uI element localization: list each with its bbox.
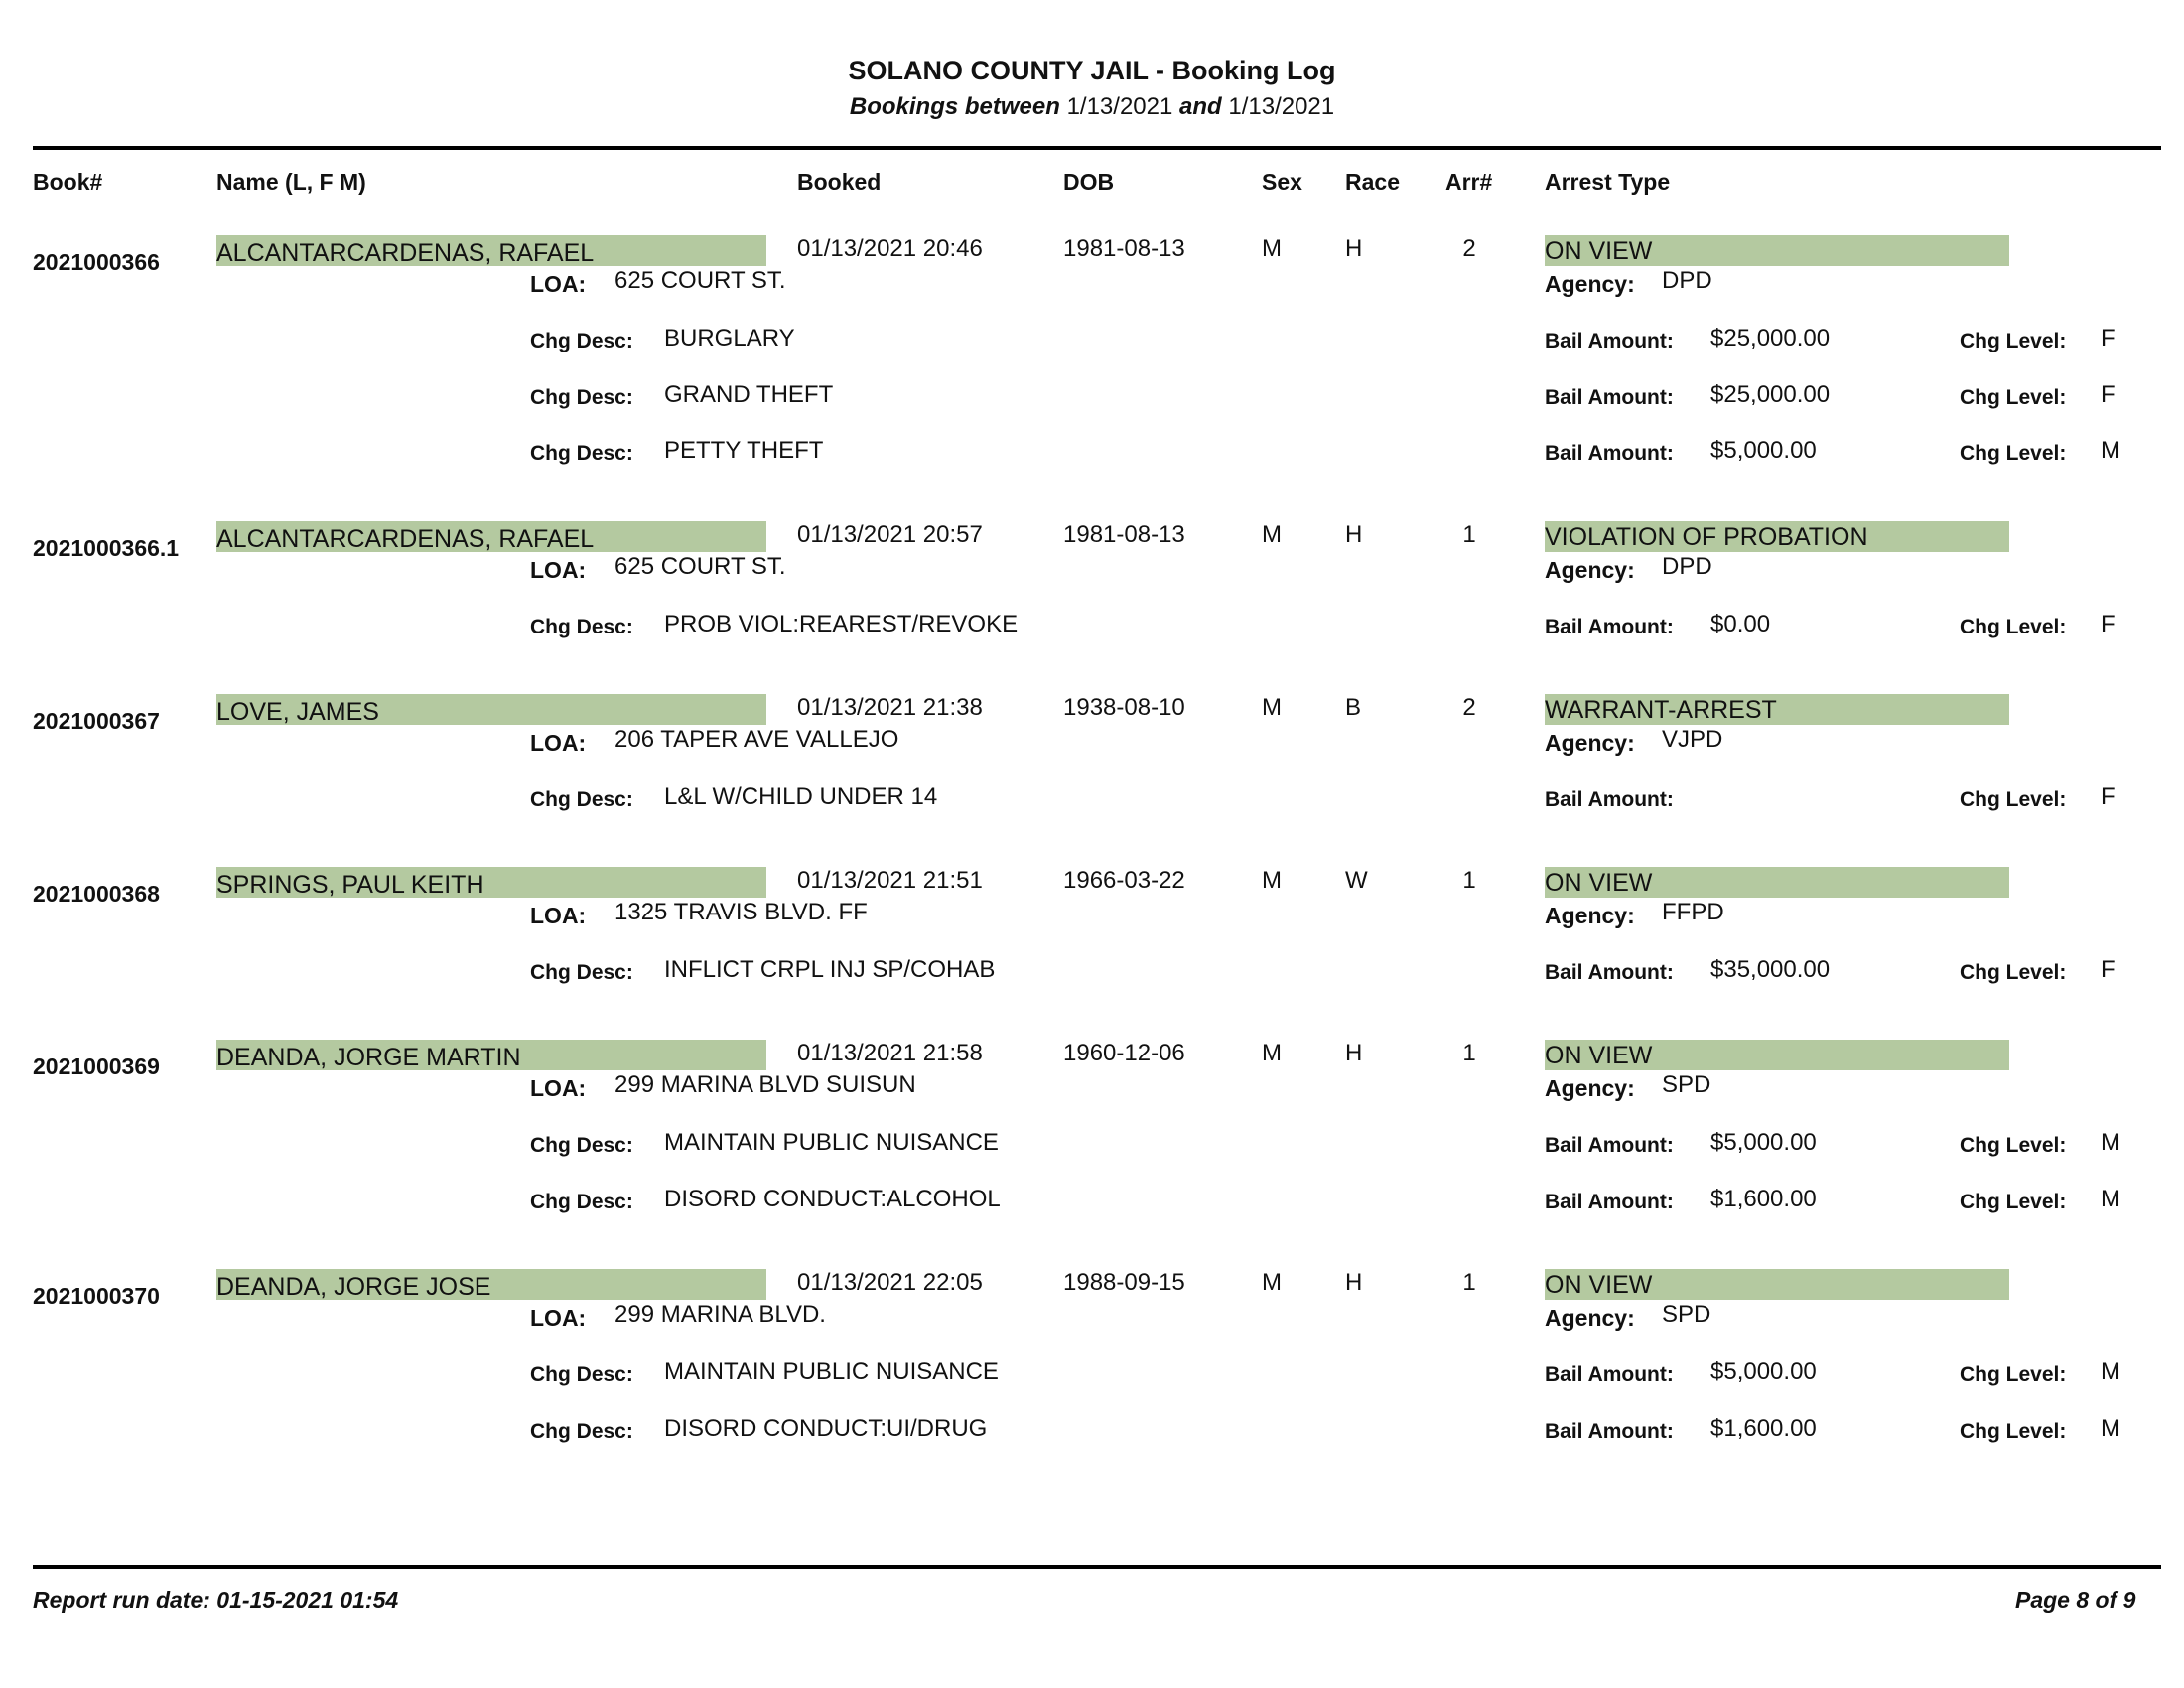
header-divider	[33, 146, 2161, 150]
booked-datetime: 01/13/2021 22:05	[797, 1269, 983, 1296]
charge-level: M	[2101, 437, 2120, 464]
inmate-name: ALCANTARCARDENAS, RAFAEL	[216, 521, 766, 552]
arrest-type: ON VIEW	[1545, 1040, 2009, 1070]
arrest-count: 1	[1462, 521, 1476, 548]
inmate-name: LOVE, JAMES	[216, 694, 766, 725]
booked-datetime: 01/13/2021 21:58	[797, 1040, 983, 1066]
bail-amount-label: Bail Amount:	[1545, 961, 1674, 984]
charge-desc: L&L W/CHILD UNDER 14	[664, 783, 938, 810]
subtitle-and: and	[1179, 93, 1222, 120]
loa-label: LOA:	[530, 271, 587, 297]
col-header-booked: Booked	[797, 169, 882, 195]
loa-label: LOA:	[530, 557, 587, 583]
agency-value: VJPD	[1662, 726, 1723, 753]
inmate-name: DEANDA, JORGE MARTIN	[216, 1040, 766, 1070]
charge-level-label: Chg Level:	[1960, 1363, 2067, 1386]
col-header-arrest-type: Arrest Type	[1545, 169, 1671, 195]
arrest-type: ON VIEW	[1545, 1269, 2009, 1300]
agency-label: Agency:	[1545, 1075, 1635, 1101]
bail-amount: $25,000.00	[1710, 325, 1831, 352]
charge-row	[0, 1186, 2184, 1225]
charge-desc-label: Chg Desc:	[530, 616, 633, 638]
col-header-dob: DOB	[1063, 169, 1115, 195]
charge-level-label: Chg Level:	[1960, 961, 2067, 984]
bail-amount-label: Bail Amount:	[1545, 788, 1674, 811]
charge-row	[0, 1358, 2184, 1398]
loa-label: LOA:	[530, 903, 587, 928]
loa-value: 625 COURT ST.	[614, 553, 786, 580]
charge-row	[0, 1415, 2184, 1455]
charge-level: M	[2101, 1414, 2120, 1442]
arrest-type: VIOLATION OF PROBATION	[1545, 521, 2009, 552]
bail-amount-label: Bail Amount:	[1545, 1363, 1674, 1386]
bail-amount: $0.00	[1710, 611, 1771, 637]
race-value: B	[1345, 694, 1362, 721]
bail-amount-label: Bail Amount:	[1545, 330, 1674, 352]
arrest-count: 2	[1462, 235, 1476, 262]
bail-amount-label: Bail Amount:	[1545, 1190, 1674, 1213]
bail-amount-label: Bail Amount:	[1545, 1419, 1674, 1443]
arrest-count: 1	[1462, 867, 1476, 894]
arrest-type: WARRANT-ARREST	[1545, 694, 2009, 725]
charge-row	[0, 437, 2184, 477]
bail-amount-label: Bail Amount:	[1545, 1134, 1674, 1157]
charge-desc: GRAND THEFT	[664, 380, 834, 408]
booking-record	[0, 235, 2184, 474]
charge-desc-label: Chg Desc:	[530, 1363, 633, 1386]
charge-desc-label: Chg Desc:	[530, 330, 633, 352]
col-header-race: Race	[1345, 169, 1400, 195]
booked-datetime: 01/13/2021 20:57	[797, 521, 983, 548]
charge-level: F	[2101, 325, 2116, 352]
report-subtitle	[0, 93, 2184, 121]
charge-level: M	[2101, 1129, 2120, 1156]
race-value: H	[1345, 521, 1363, 548]
charge-level: F	[2101, 611, 2116, 637]
bail-amount: $35,000.00	[1710, 956, 1831, 983]
agency-value: DPD	[1662, 267, 1712, 294]
charge-desc-label: Chg Desc:	[530, 1190, 633, 1213]
charge-desc-label: Chg Desc:	[530, 788, 633, 811]
book-number: 2021000369	[33, 1054, 160, 1079]
charge-desc-label: Chg Desc:	[530, 442, 633, 465]
bail-amount: $1,600.00	[1710, 1185, 1817, 1212]
loa-value: 625 COURT ST.	[614, 267, 786, 294]
date-of-birth: 1966-03-22	[1063, 867, 1185, 894]
charge-desc: DISORD CONDUCT:ALCOHOL	[664, 1185, 1001, 1212]
charge-row	[0, 1129, 2184, 1169]
inmate-name: ALCANTARCARDENAS, RAFAEL	[216, 235, 766, 266]
date-of-birth: 1960-12-06	[1063, 1040, 1185, 1066]
book-number: 2021000366	[33, 249, 160, 275]
arrest-type: ON VIEW	[1545, 235, 2009, 266]
bail-amount: $5,000.00	[1710, 1358, 1817, 1385]
sex-value: M	[1262, 1269, 1282, 1296]
sex-value: M	[1262, 1040, 1282, 1066]
book-number: 2021000368	[33, 881, 160, 907]
loa-value: 299 MARINA BLVD SUISUN	[614, 1071, 916, 1098]
date-of-birth: 1981-08-13	[1063, 521, 1185, 548]
race-value: H	[1345, 1040, 1363, 1066]
charge-level-label: Chg Level:	[1960, 330, 2067, 352]
agency-label: Agency:	[1545, 557, 1635, 583]
booked-datetime: 01/13/2021 21:51	[797, 867, 983, 894]
bail-amount: $25,000.00	[1710, 380, 1831, 408]
agency-label: Agency:	[1545, 903, 1635, 928]
sex-value: M	[1262, 235, 1282, 262]
agency-label: Agency:	[1545, 730, 1635, 756]
charge-desc: PROB VIOL:REAREST/REVOKE	[664, 611, 1019, 637]
charge-row	[0, 611, 2184, 650]
charge-level: M	[2101, 1358, 2120, 1385]
date-of-birth: 1938-08-10	[1063, 694, 1185, 721]
charge-level-label: Chg Level:	[1960, 385, 2067, 409]
race-value: W	[1345, 867, 1368, 894]
charge-row	[0, 956, 2184, 996]
book-number: 2021000366.1	[33, 535, 180, 561]
charge-level: M	[2101, 1185, 2120, 1212]
charge-desc: MAINTAIN PUBLIC NUISANCE	[664, 1358, 999, 1385]
sex-value: M	[1262, 867, 1282, 894]
charge-level: F	[2101, 956, 2116, 983]
charge-row	[0, 325, 2184, 364]
report-title: SOLANO COUNTY JAIL - Booking Log	[848, 56, 1336, 85]
date-of-birth: 1988-09-15	[1063, 1269, 1185, 1296]
book-number: 2021000367	[33, 708, 160, 734]
agency-label: Agency:	[1545, 271, 1635, 297]
bail-amount: $1,600.00	[1710, 1414, 1817, 1442]
charge-level: F	[2101, 783, 2116, 810]
agency-value: FFPD	[1662, 899, 1724, 925]
charge-level: F	[2101, 380, 2116, 408]
charge-level-label: Chg Level:	[1960, 1190, 2067, 1213]
col-header-name: Name (L, F M)	[216, 169, 366, 195]
bail-amount: $5,000.00	[1710, 437, 1817, 464]
report-run-date: Report run date: 01-15-2021 01:54	[33, 1587, 399, 1613]
charge-level-label: Chg Level:	[1960, 442, 2067, 465]
end-date: 1/13/2021	[1228, 93, 1335, 120]
agency-value: SPD	[1662, 1071, 1711, 1098]
race-value: H	[1345, 235, 1363, 262]
charge-desc-label: Chg Desc:	[530, 961, 633, 984]
loa-value: 1325 TRAVIS BLVD. FF	[614, 899, 868, 925]
arrest-type: ON VIEW	[1545, 867, 2009, 898]
sex-value: M	[1262, 694, 1282, 721]
charge-level-label: Chg Level:	[1960, 1134, 2067, 1157]
arrest-count: 2	[1462, 694, 1476, 721]
bail-amount-label: Bail Amount:	[1545, 385, 1674, 409]
sex-value: M	[1262, 521, 1282, 548]
charge-desc: BURGLARY	[664, 325, 795, 352]
charge-desc: PETTY THEFT	[664, 437, 824, 464]
date-of-birth: 1981-08-13	[1063, 235, 1185, 262]
col-header-sex: Sex	[1262, 169, 1302, 195]
bail-amount-label: Bail Amount:	[1545, 442, 1674, 465]
charge-row	[0, 381, 2184, 421]
inmate-name: SPRINGS, PAUL KEITH	[216, 867, 766, 898]
booked-datetime: 01/13/2021 20:46	[797, 235, 983, 262]
charge-desc-label: Chg Desc:	[530, 1419, 633, 1443]
loa-value: 206 TAPER AVE VALLEJO	[614, 726, 899, 753]
bail-amount: $5,000.00	[1710, 1129, 1817, 1156]
col-header-arr: Arr#	[1445, 169, 1493, 195]
booking-record	[0, 1269, 2184, 1507]
inmate-name: DEANDA, JORGE JOSE	[216, 1269, 766, 1300]
booking-record	[0, 1040, 2184, 1278]
charge-row	[0, 783, 2184, 823]
charge-desc-label: Chg Desc:	[530, 385, 633, 409]
booked-datetime: 01/13/2021 21:38	[797, 694, 983, 721]
arrest-count: 1	[1462, 1269, 1476, 1296]
page-number: Page 8 of 9	[2015, 1587, 2136, 1613]
charge-level-label: Chg Level:	[1960, 1419, 2067, 1443]
bail-amount-label: Bail Amount:	[1545, 616, 1674, 638]
start-date: 1/13/2021	[1066, 93, 1173, 120]
book-number: 2021000370	[33, 1283, 160, 1309]
charge-desc: INFLICT CRPL INJ SP/COHAB	[664, 956, 996, 983]
agency-value: SPD	[1662, 1301, 1711, 1328]
footer-divider	[33, 1565, 2161, 1569]
charge-desc-label: Chg Desc:	[530, 1134, 633, 1157]
charge-level-label: Chg Level:	[1960, 788, 2067, 811]
loa-label: LOA:	[530, 1305, 587, 1331]
charge-level-label: Chg Level:	[1960, 616, 2067, 638]
charge-desc: DISORD CONDUCT:UI/DRUG	[664, 1414, 988, 1442]
race-value: H	[1345, 1269, 1363, 1296]
agency-value: DPD	[1662, 553, 1712, 580]
loa-label: LOA:	[530, 730, 587, 756]
subtitle-prefix: Bookings between	[849, 93, 1060, 120]
loa-label: LOA:	[530, 1075, 587, 1101]
agency-label: Agency:	[1545, 1305, 1635, 1331]
charge-desc: MAINTAIN PUBLIC NUISANCE	[664, 1129, 999, 1156]
col-header-book: Book#	[33, 169, 103, 195]
arrest-count: 1	[1462, 1040, 1476, 1066]
loa-value: 299 MARINA BLVD.	[614, 1301, 826, 1328]
